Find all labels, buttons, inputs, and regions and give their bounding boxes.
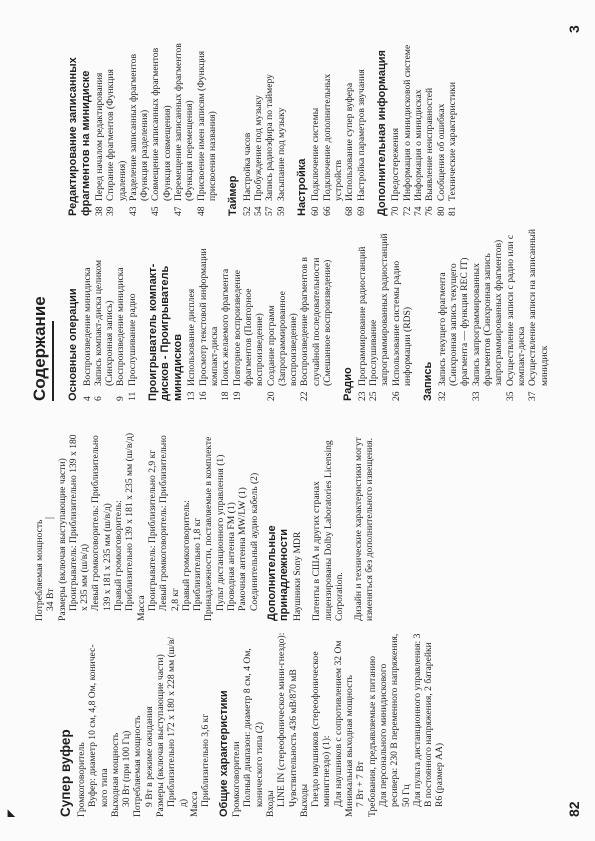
spec-value: Правый громкоговоритель: Приблизительно 1,8 кг bbox=[180, 500, 204, 611]
toc-entry-title: Подключение дополнительных устройств bbox=[321, 73, 345, 201]
toc-page-number: 47 bbox=[173, 206, 185, 216]
spec-value: 9 Вт в режиме ожидания bbox=[143, 706, 155, 807]
toc-entry-title: Выявление неисправностей bbox=[424, 87, 436, 201]
toc-page-number: 69 bbox=[355, 206, 367, 216]
toc-title: Содержание bbox=[30, 296, 49, 401]
toc-page-number: 35 bbox=[504, 391, 516, 401]
toc-entry bbox=[220, 226, 231, 401]
section-heading: Общие характеристики bbox=[217, 690, 230, 817]
toc-entry bbox=[196, 38, 219, 216]
toc-page-number: 81 bbox=[446, 206, 458, 216]
left-column-specs bbox=[58, 631, 446, 817]
toc-page-number: 38 bbox=[94, 206, 105, 216]
toc-entry bbox=[232, 226, 266, 401]
spec-value: Проигрыватель: Приблизительно 139 x 180 x 235 мм (ш/в/д) bbox=[67, 434, 91, 611]
spec-value: Вуфер: диаметр 10 см, 4,8 Ом, коничес-кого типа bbox=[87, 644, 110, 807]
toc-entry bbox=[357, 226, 368, 401]
spec-label: Дизайн и технические характеристики могут изменяться без дополнительного извещения. bbox=[353, 437, 376, 621]
toc-entry-title: Воспроизведение фрагментов в случайной последовательности (Смешанное воспроизведение) bbox=[299, 257, 334, 386]
toc-entry-title: Использование супер вуфера bbox=[344, 82, 356, 201]
toc-entry-title: Информация о минидисках bbox=[413, 89, 425, 201]
toc-section-heading: Основные операции bbox=[67, 288, 79, 401]
toc-entry-title: Информация о минидисковой системе bbox=[401, 44, 413, 201]
spec-value: Приблизительно 172 x 180 x 228 мм (ш/в/д) bbox=[166, 636, 189, 807]
toc-entry-title: Использование дисплея bbox=[186, 288, 198, 386]
toc-page-number: 11 bbox=[126, 391, 138, 401]
spec-label: Выходная мощность bbox=[109, 732, 121, 817]
spec-label: Патенты в США и других странах лицензированы Dolby Laboratories Licensing Corporation. bbox=[311, 440, 345, 621]
toc-entry bbox=[94, 38, 105, 216]
toc-entry bbox=[527, 226, 550, 401]
spec-label: Потребляемая мощность bbox=[132, 715, 144, 817]
toc-page-number: 70 bbox=[390, 206, 402, 216]
toc-entry-title: Запись радиоэфира по таймеру bbox=[264, 74, 276, 201]
toc-entry bbox=[436, 38, 447, 216]
toc-entry-title: Присвоение имен записям (Функция присвоения названия) bbox=[195, 50, 218, 201]
toc-entry-title: Подключение системы bbox=[310, 107, 322, 201]
right-page-number: 3 bbox=[566, 25, 582, 33]
toc-section-heading: Настройка bbox=[295, 158, 308, 216]
toc-entry-title: Поиск желаемого фрагмента bbox=[220, 268, 232, 386]
toc-entry-title: Пробуждение под музыку bbox=[253, 95, 265, 201]
toc-entry bbox=[198, 226, 221, 401]
toc-entry bbox=[402, 38, 413, 216]
toc-entry-title: Совмещение записанных фрагментов (Функция совмещения) bbox=[150, 47, 173, 201]
spec-label: Входы bbox=[264, 790, 276, 817]
toc-column-1 bbox=[58, 226, 550, 401]
toc-entry bbox=[310, 38, 321, 216]
corner-mark: ◤ bbox=[6, 809, 17, 817]
spec-value: 34 Вт bbox=[45, 588, 57, 611]
toc-entry bbox=[264, 38, 275, 216]
left-page-number: 82 bbox=[566, 801, 582, 817]
spec-label: Принадлежности, поставляемые в комплекте bbox=[203, 436, 215, 621]
toc-entry bbox=[127, 226, 138, 401]
spec-value: Соединительный аудио кабель (2) bbox=[248, 472, 260, 611]
spec-value: Приблизительно 3,6 кг bbox=[200, 713, 212, 807]
toc-page-number: 18 bbox=[220, 391, 232, 401]
toc-entry bbox=[299, 226, 333, 401]
spacer bbox=[303, 431, 311, 621]
toc-section-heading: Редактирование записанных фрагментов на минидиске bbox=[67, 57, 92, 216]
toc-column-2 bbox=[58, 38, 458, 216]
toc-page-number: 13 bbox=[186, 391, 198, 401]
toc-entry-title: Просмотр текстовой информации компакт-диска bbox=[197, 248, 221, 386]
toc-page-number: 37 bbox=[527, 391, 539, 401]
spacer bbox=[345, 431, 353, 621]
toc-page-number: 25 bbox=[368, 391, 380, 401]
toc-page-number: 19 bbox=[231, 391, 243, 401]
spec-value: Гнездо наушников (стереофоническое миниггнездо) (1): bbox=[310, 651, 333, 807]
toc-entry-title: Осуществление записи на записанный минидиск bbox=[527, 228, 550, 386]
toc-page-number: 33 bbox=[470, 391, 482, 401]
spec-value: Левый громкоговоритель: Приблизительно 139 x 181 x 235 мм (ш/в/д) bbox=[90, 435, 113, 611]
toc-entry bbox=[368, 226, 391, 401]
toc-page-number: 43 bbox=[127, 206, 139, 216]
spec-value: Проводная антенна FM (1) bbox=[226, 502, 238, 611]
spec-value: Полный диапазон: диаметр 8 см, 4 Ом, конического типа (2) bbox=[242, 648, 265, 807]
toc-page-number: 4 bbox=[81, 396, 93, 401]
toc-page-number: 54 bbox=[253, 206, 265, 216]
toc-page-number: 6 bbox=[92, 396, 104, 401]
spec-label: Масса bbox=[135, 595, 147, 621]
toc-entry bbox=[242, 38, 253, 216]
toc-entry bbox=[105, 38, 128, 216]
toc-entry-title: Осуществление записи с радио или с компакт-диска bbox=[504, 234, 527, 386]
spec-label: Размеры (включая выступающие части) bbox=[56, 458, 68, 621]
toc-entry-title: Разделение записанных фрагментов (Функция разделения) bbox=[127, 54, 151, 201]
toc-entry-title: Сообщения об ошибках bbox=[435, 103, 447, 201]
toc-page-number: 72 bbox=[401, 206, 413, 216]
toc-page-number: 68 bbox=[344, 206, 356, 216]
toc-entry bbox=[82, 226, 93, 401]
spec-label: Выходы bbox=[298, 783, 310, 817]
toc-entry bbox=[128, 38, 151, 216]
toc-entry bbox=[437, 226, 471, 401]
toc-page-number: 48 bbox=[195, 206, 207, 216]
spec-value: 7 Вт + 7 Вт bbox=[355, 761, 367, 807]
toc-section-heading: Проигрыватель компакт-дисков - Проигрыватель минидисков bbox=[146, 263, 184, 401]
toc-page-number: 22 bbox=[299, 391, 311, 401]
toc-entry-title: Использование системы радио информации (RDS) bbox=[390, 260, 414, 386]
toc-entry bbox=[505, 226, 528, 401]
spec-value: Для наушников с сопротивлением 32 Ом bbox=[332, 640, 344, 807]
toc-entry-title: Повторное воспроизведение фрагментов (Повторное воспроизведение) bbox=[231, 269, 266, 386]
toc-entry bbox=[93, 226, 116, 401]
toc-entry bbox=[344, 38, 355, 216]
spec-value: Правый громкоговоритель: Приблизительно 139 x 181 x 235 мм (ш/в/д) bbox=[113, 432, 136, 611]
toc-entry-title: Прослушивание запрограммированных радиостанций bbox=[368, 233, 391, 386]
toc-page-number: 26 bbox=[390, 391, 402, 401]
spec-label: Потребляемая мощность bbox=[34, 519, 45, 621]
toc-page-number: 74 bbox=[413, 206, 425, 216]
spec-label: Громкоговорители bbox=[231, 741, 243, 817]
toc-entry-title: Запись компакт-диска целиком (Синхронная запись) bbox=[92, 259, 116, 386]
toc-entry bbox=[173, 38, 196, 216]
toc-page-number: 9 bbox=[115, 396, 127, 401]
toc-page-number: 76 bbox=[424, 206, 436, 216]
toc-section-heading: Дополнительная информация bbox=[375, 50, 388, 216]
spec-label: Требования, предъявляемые к питанию bbox=[366, 655, 378, 817]
spec-label: Минимальная выходная мощность bbox=[344, 675, 356, 817]
toc-page-number: 80 bbox=[435, 206, 447, 216]
toc-entry bbox=[276, 38, 287, 216]
toc-entry-title: Засыпание под музыку bbox=[275, 107, 287, 201]
toc-entry bbox=[413, 38, 424, 216]
toc-page-number: 52 bbox=[241, 206, 253, 216]
toc-entry-title: Программирование радиостанций bbox=[356, 246, 368, 386]
spec-value: Левый громкоговоритель: Приблизительно 2,8 кг bbox=[158, 435, 181, 611]
toc-entry bbox=[447, 38, 458, 216]
toc-page-number: 23 bbox=[356, 391, 368, 401]
toc-entry bbox=[150, 38, 173, 216]
toc-page-number: 66 bbox=[321, 206, 333, 216]
toc-entry-title: Перемещение записанных фрагментов (Функция перемещения) bbox=[173, 43, 196, 201]
spec-value: 30 Вт (при 100 Гц) bbox=[121, 730, 133, 807]
toc-entry-title: Настройка часов bbox=[241, 132, 253, 201]
toc-entry-title: Воспроизведение минидиска bbox=[81, 267, 93, 386]
toc-page-number: 57 bbox=[264, 206, 276, 216]
toc-entry-title: Настройка параметров звучания bbox=[355, 69, 367, 201]
toc-section-heading: Таймер bbox=[227, 175, 240, 216]
toc-page-number: 16 bbox=[197, 391, 209, 401]
spec-label: Размеры (включая выступающие части) bbox=[155, 654, 167, 817]
spec-label: Наушники Sony MDR bbox=[291, 531, 303, 621]
toc-entry-title: Создание программ (Запрограммированное воспроизведение) bbox=[265, 291, 300, 386]
toc-entry-title: Предостережения bbox=[390, 128, 402, 201]
crop-mark: | bbox=[44, 516, 55, 519]
spec-label: Громкоговоритель bbox=[76, 742, 87, 817]
spec-value: Для пульта дистанционного управления: 3 В постоянного напряжения, 2 батарейки R6 (размер AA) bbox=[411, 633, 446, 807]
toc-entry bbox=[424, 38, 435, 216]
toc-entry-title: Воспроизведение минидиска bbox=[115, 267, 127, 386]
toc-entry bbox=[322, 38, 345, 216]
spec-value: Пульт дистанционного управления (1) bbox=[214, 454, 226, 611]
spec-label: Масса bbox=[188, 791, 200, 817]
toc-section-heading: Запись bbox=[422, 361, 435, 401]
toc-entry bbox=[186, 226, 197, 401]
spec-value: LINE IN (стереофоническое мини-гнездо): Чувствительность 436 мВ/870 мВ bbox=[276, 632, 299, 807]
spec-value: Рамочная антенна MW/LW (1) bbox=[237, 487, 249, 611]
toc-entry-title: Стирание фрагментов (Функция удаления) bbox=[105, 69, 128, 201]
toc-entry-title: Прослушивание радио bbox=[126, 293, 138, 386]
toc-entry bbox=[471, 226, 505, 401]
section-heading: Супер вуфер bbox=[58, 729, 73, 817]
toc-page-number: 32 bbox=[436, 391, 448, 401]
spec-value: Для персонального минидискового ресивера: 230 В переменного напряжения, 50 Гц bbox=[377, 633, 412, 807]
toc-page-number: 39 bbox=[105, 206, 117, 216]
section-heading: Дополнительные принадлежности bbox=[265, 525, 291, 621]
toc-entry-title: Запись текущего фрагмента (Синхронная запись текущего фрагмента — функция REC IT) bbox=[436, 257, 471, 386]
toc-section-heading: Радио bbox=[342, 367, 355, 401]
toc-entry bbox=[115, 226, 126, 401]
toc-page-number: 45 bbox=[150, 206, 162, 216]
toc-entry bbox=[266, 226, 300, 401]
toc-entry-title: Перед началом редактирования bbox=[94, 72, 105, 201]
toc-entry bbox=[356, 38, 367, 216]
toc-page-number: 59 bbox=[275, 206, 287, 216]
toc-entry-title: Технические характеристики bbox=[446, 81, 458, 201]
title-rule bbox=[52, 321, 54, 401]
toc-entry bbox=[390, 38, 401, 216]
spec-value: Проигрыватель: Приблизительно 2,9 кг bbox=[146, 449, 158, 611]
toc-page-number: 20 bbox=[265, 391, 277, 401]
right-column-specs bbox=[34, 431, 376, 621]
toc-page-number: 60 bbox=[310, 206, 322, 216]
toc-entry bbox=[253, 38, 264, 216]
toc-entry bbox=[391, 226, 414, 401]
toc-entry-title: Запись запрограммированных фрагментов (Синхронная запись запрограммированных фрагментов) bbox=[470, 239, 505, 386]
